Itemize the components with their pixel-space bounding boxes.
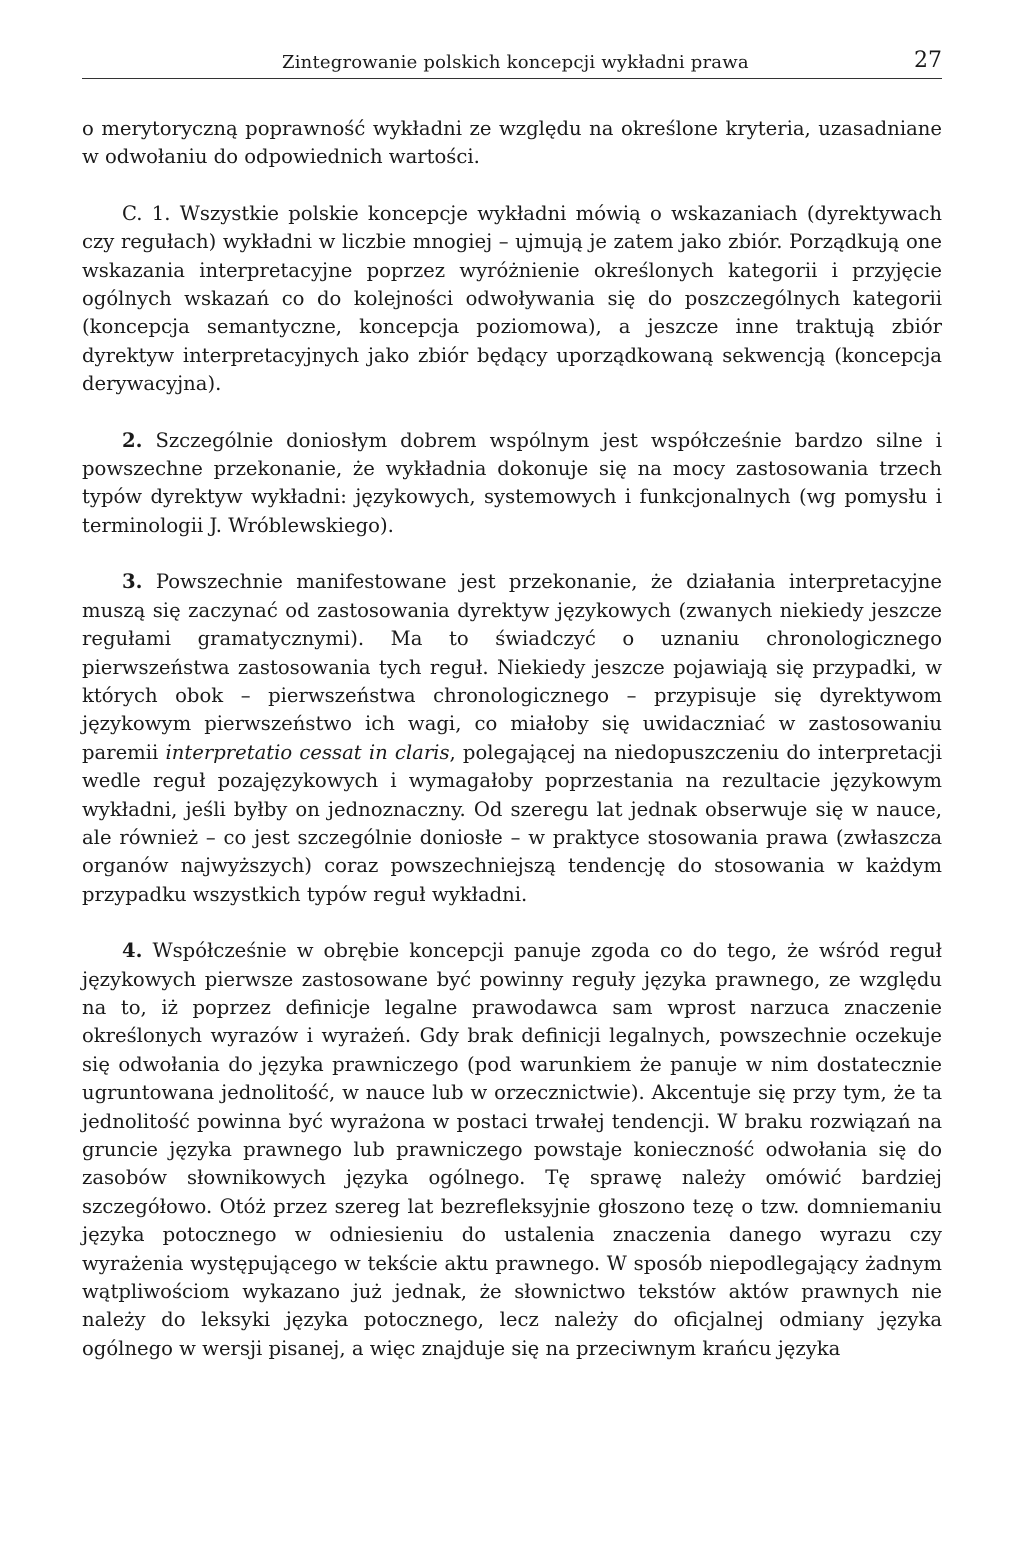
paragraph-2 — [82, 427, 942, 541]
paragraph-text: Wszystkie polskie koncepcje wykładni mówią o wskazaniach (dyrektywach czy regułach) wykładni w liczbie mnogiej – ujmują je zatem jako zbiór. Porządkują one wskazania interpretacyjne poprzez wyróżnienie określonych kategorii i przyjęcie ogólnych wskazań co do kolejności odwoływania się do poszczególnych kategorii (koncepcja semantyczne, koncepcja poziomowa), a jeszcze inne traktują zbiór dyrektyw interpretacyjnych jako zbiór będący uporządkowaną sekwencją (koncepcja derywacyjna). — [82, 201, 942, 396]
paragraph-marker: 3. — [122, 570, 143, 594]
paragraph-marker: C. 1. — [122, 201, 171, 225]
body-text — [82, 115, 942, 1363]
paragraph-text: Powszechnie manifestowane jest przekonanie, że działania interpretacyjne muszą się zaczynać od zastosowania dyrektyw językowych (zwanych niekiedy jeszcze regułami gramatycznymi). Ma to świadczyć o uznaniu chronologicznego pierwszeństwa zastosowania tych reguł. Niekiedy jeszcze pojawiają się przypadki, w których obok – pierwszeństwa chronologicznego – przypisuje się dyrektywom językowym pierwszeństwo ich wagi, co miałoby się uwidaczniać w zastosowaniu paremii — [82, 570, 942, 764]
paragraph-text: Szczególnie doniosłym dobrem wspólnym jest współcześnie bardzo silne i powszechne przekonanie, że wykładnia dokonuje się na mocy zastosowania trzech typów dyrektyw wykładni: językowych, systemowych i funkcjonalnych (wg pomysłu i terminologii J. Wróblewskiego). — [82, 428, 942, 537]
paragraph-continuation: o merytoryczną poprawność wykładni ze względu na określone kryteria, uzasadniane w odwołaniu do odpowiednich wartości. — [82, 117, 942, 169]
paragraph-marker: 2. — [122, 428, 143, 452]
paragraph-c1 — [82, 200, 942, 399]
paragraph-text: Współcześnie w obrębie koncepcji panuje zgoda co do tego, że wśród reguł językowych pierwsze zastosowane być powinny reguły języka prawnego, ze względu na to, iż poprzez definicje legalne prawodawca sam wprost narzuca znaczenie określonych wyrazów i wyrażeń. Gdy brak definicji legalnych, powszechnie oczekuje się odwołania do języka prawniczego (pod warunkiem że panuje w nim dostatecznie ugruntowana jednolitość, w nauce lub w orzecznictwie). Akcentuje się przy tym, że ta jednolitość powinna być wyrażona w postaci trwałej tendencji. W braku rozwiązań na gruncie języka prawnego lub prawniczego powstaje konieczność odwołania się do zasobów słownikowych języka ogólnego. Tę sprawę należy omówić bardziej szczegółowo. Otóż przez szereg lat bezrefleksyjnie głoszono tezę o tzw. domniemaniu języka potocznego w odniesieniu do ustalenia znaczenia danego wyrazu czy wyrażenia występującego w tekście aktu prawnego. W sposób niepodlegający żadnym wątpliwościom wykazano już jednak, że słownictwo tekstów aktów prawnych nie należy do leksyki języka potocznego, lecz należy do oficjalnej odmiany języka ogólnego w wersji pisanej, a więc znajduje się na przeciwnym krańcu języka — [82, 939, 942, 1360]
paragraph-marker: 4. — [122, 939, 143, 963]
paragraph-4 — [82, 937, 942, 1363]
latin-maxim: interpretatio cessat in claris — [165, 740, 450, 764]
book-page — [82, 44, 942, 1363]
page-number: 27 — [914, 48, 942, 73]
running-header — [82, 44, 942, 79]
paragraph-3 — [82, 568, 942, 909]
paragraph-text: , polegającej na niedopuszczeniu do interpretacji wedle reguł pozajęzykowych i wymagałoby poprzestania na rezultacie językowym wykładni, jeśli byłby on jednoznaczny. Od szeregu lat jednak obserwuje się w nauce, ale również – co jest szczególnie doniosłe – w praktyce stosowania prawa (zwłaszcza organów najwyższych) coraz powszechniejszą tendencję do stosowania w każdym przypadku wszystkich typów reguł wykładni. — [82, 740, 942, 906]
running-title: Zintegrowanie polskich koncepcji wykładni prawa — [282, 52, 749, 73]
